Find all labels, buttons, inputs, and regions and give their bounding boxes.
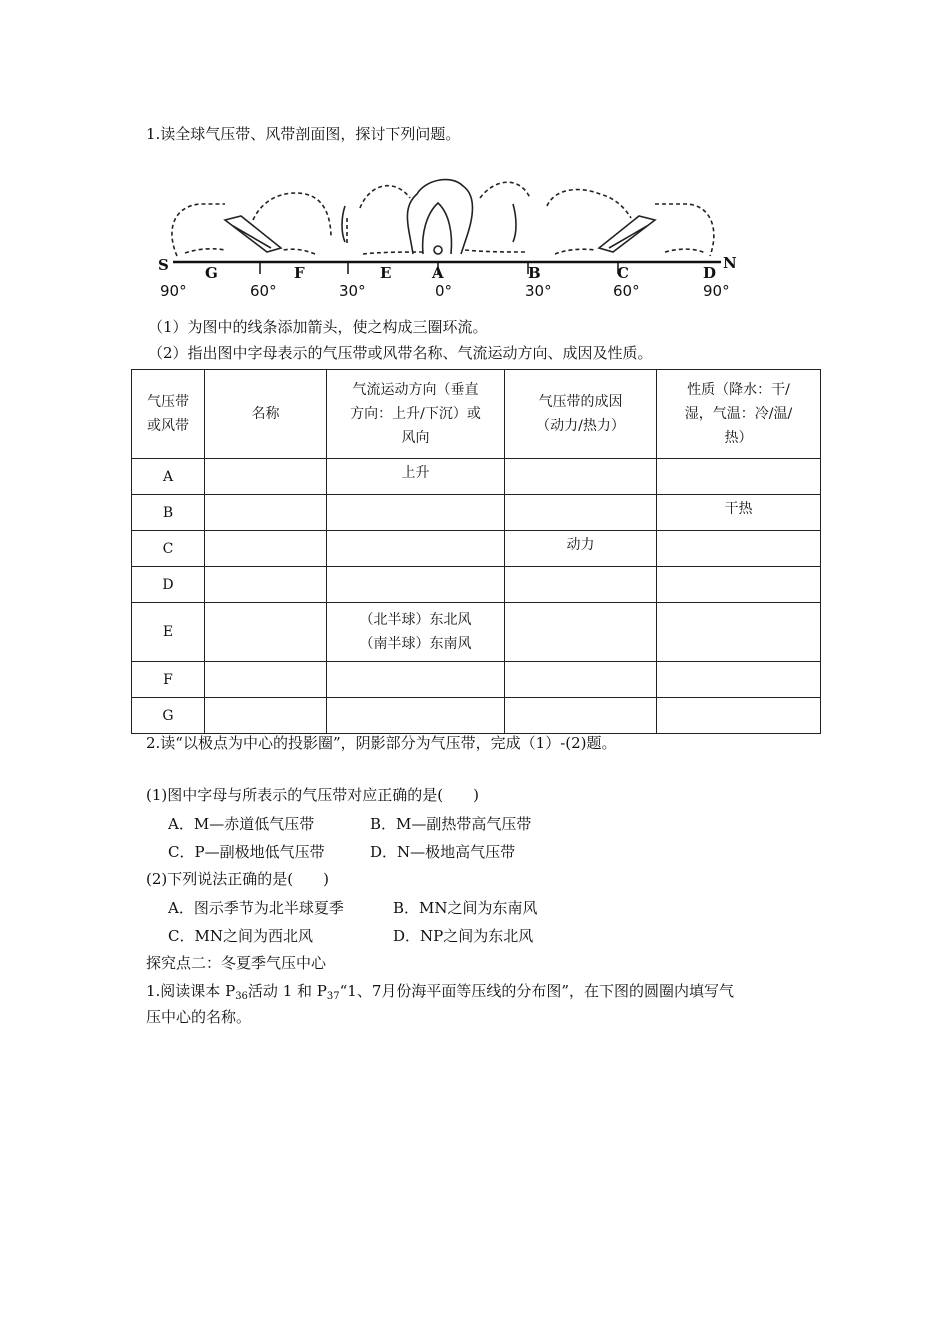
- header-nature: 性质（降水：干/ 湿，气温：冷/温/ 热）: [657, 370, 821, 459]
- table-row: [132, 567, 821, 603]
- diagram-lat-0: 0°: [435, 282, 453, 300]
- section-heading: 探究点二：冬夏季气压中心: [146, 954, 327, 972]
- direction-cell[interactable]: [327, 495, 505, 531]
- diagram-lat-90n: 90°: [703, 282, 730, 300]
- nature-cell[interactable]: 干热: [657, 495, 821, 531]
- direction-cell[interactable]: [327, 698, 505, 734]
- question-1-sub-1: （1）为图中的线条添加箭头，使之构成三圈环流。: [148, 318, 488, 336]
- section-item-line-2: 压中心的名称。: [146, 1008, 252, 1026]
- diagram-letter-e: E: [380, 264, 392, 282]
- question-1-title: 1.读全球气压带、风带剖面图，探讨下列问题。: [146, 125, 461, 143]
- nature-cell[interactable]: [657, 698, 821, 734]
- nature-cell[interactable]: [657, 567, 821, 603]
- diagram-lat-60n: 60°: [613, 282, 640, 300]
- cause-cell[interactable]: [505, 567, 657, 603]
- q2-p2-option-b[interactable]: B．MN之间为东南风: [393, 899, 538, 917]
- q2-p2-option-d[interactable]: D．NP之间为东北风: [393, 927, 534, 945]
- row-label: B: [132, 495, 205, 531]
- diagram-letter-d: D: [703, 264, 717, 282]
- q2-p1-option-d[interactable]: D．N—极地高气压带: [370, 843, 516, 861]
- row-label: E: [132, 603, 205, 662]
- diagram-lat-30n: 30°: [525, 282, 552, 300]
- cause-cell[interactable]: 动力: [505, 531, 657, 567]
- nature-cell[interactable]: [657, 603, 821, 662]
- table-row: [132, 698, 821, 734]
- diagram-lat-30s: 30°: [339, 282, 366, 300]
- direction-cell[interactable]: [327, 567, 505, 603]
- name-cell[interactable]: [205, 531, 327, 567]
- question-1-sub-2: （2）指出图中字母表示的气压带或风带名称、气流运动方向、成因及性质。: [148, 344, 653, 362]
- table-row: [132, 531, 821, 567]
- diagram-lat-90s: 90°: [160, 282, 187, 300]
- table-row: [132, 603, 821, 662]
- q2-p1-option-c[interactable]: C．P—副极地低气压带: [168, 843, 325, 861]
- header-cause: 气压带的成因 （动力/热力）: [505, 370, 657, 459]
- cause-cell[interactable]: [505, 495, 657, 531]
- pressure-wind-profile-diagram: [155, 158, 745, 300]
- diagram-letter-f: F: [294, 264, 305, 282]
- q2-p1-option-a[interactable]: A．M—赤道低气压带: [168, 815, 315, 833]
- cause-cell[interactable]: [505, 459, 657, 495]
- table-row: [132, 662, 821, 698]
- cause-cell[interactable]: [505, 662, 657, 698]
- name-cell[interactable]: [205, 495, 327, 531]
- q2-p2-option-a[interactable]: A．图示季节为北半球夏季: [168, 899, 344, 917]
- name-cell[interactable]: [205, 603, 327, 662]
- diagram-letter-b: B: [528, 264, 541, 282]
- direction-south: （南半球）东南风: [359, 636, 472, 652]
- table-row: [132, 459, 821, 495]
- cause-cell[interactable]: [505, 698, 657, 734]
- section-item-line-1: 1.阅读课本 $P_{36}$活动 1 和 $P_{37}“1$、7月份海平面等压线的分布图”，在下图的圆圈内填写气: [146, 982, 735, 1002]
- direction-cell[interactable]: [327, 662, 505, 698]
- q2-p2-option-c[interactable]: C．MN之间为西北风: [168, 927, 313, 945]
- table-header-row: [132, 370, 821, 459]
- question-2-part-1-stem: (1)图中字母与所表示的气压带对应正确的是( ): [146, 786, 479, 804]
- name-cell[interactable]: [205, 459, 327, 495]
- diagram-label-s: S: [158, 256, 169, 274]
- pressure-belt-table: [131, 369, 821, 734]
- name-cell[interactable]: [205, 662, 327, 698]
- diagram-letter-g: G: [205, 264, 218, 282]
- header-name: 名称: [205, 370, 327, 459]
- header-direction: 气流运动方向（垂直 方向：上升/下沉）或 风向: [327, 370, 505, 459]
- row-label: G: [132, 698, 205, 734]
- table-row: [132, 495, 821, 531]
- diagram-lat-60s: 60°: [250, 282, 277, 300]
- diagram-letter-a: A: [432, 264, 444, 282]
- direction-north: （北半球）东北风: [359, 612, 472, 628]
- diagram-letter-c: C: [617, 264, 629, 282]
- nature-cell[interactable]: [657, 531, 821, 567]
- direction-cell[interactable]: [327, 603, 505, 662]
- direction-cell[interactable]: [327, 531, 505, 567]
- question-2-title: 2.读“以极点为中心的投影圈”，阴影部分为气压带，完成（1）-(2)题。: [146, 734, 617, 752]
- nature-cell[interactable]: [657, 662, 821, 698]
- question-2-part-2-stem: (2)下列说法正确的是( ): [146, 870, 329, 888]
- header-belt: 气压带 或风带: [132, 370, 205, 459]
- row-label: D: [132, 567, 205, 603]
- row-label: F: [132, 662, 205, 698]
- name-cell[interactable]: [205, 698, 327, 734]
- direction-cell[interactable]: 上升: [327, 459, 505, 495]
- row-label: C: [132, 531, 205, 567]
- q2-p1-option-b[interactable]: B．M—副热带高气压带: [370, 815, 532, 833]
- name-cell[interactable]: [205, 567, 327, 603]
- diagram-label-n: N: [723, 254, 737, 272]
- nature-cell[interactable]: [657, 459, 821, 495]
- row-label: A: [132, 459, 205, 495]
- cause-cell[interactable]: [505, 603, 657, 662]
